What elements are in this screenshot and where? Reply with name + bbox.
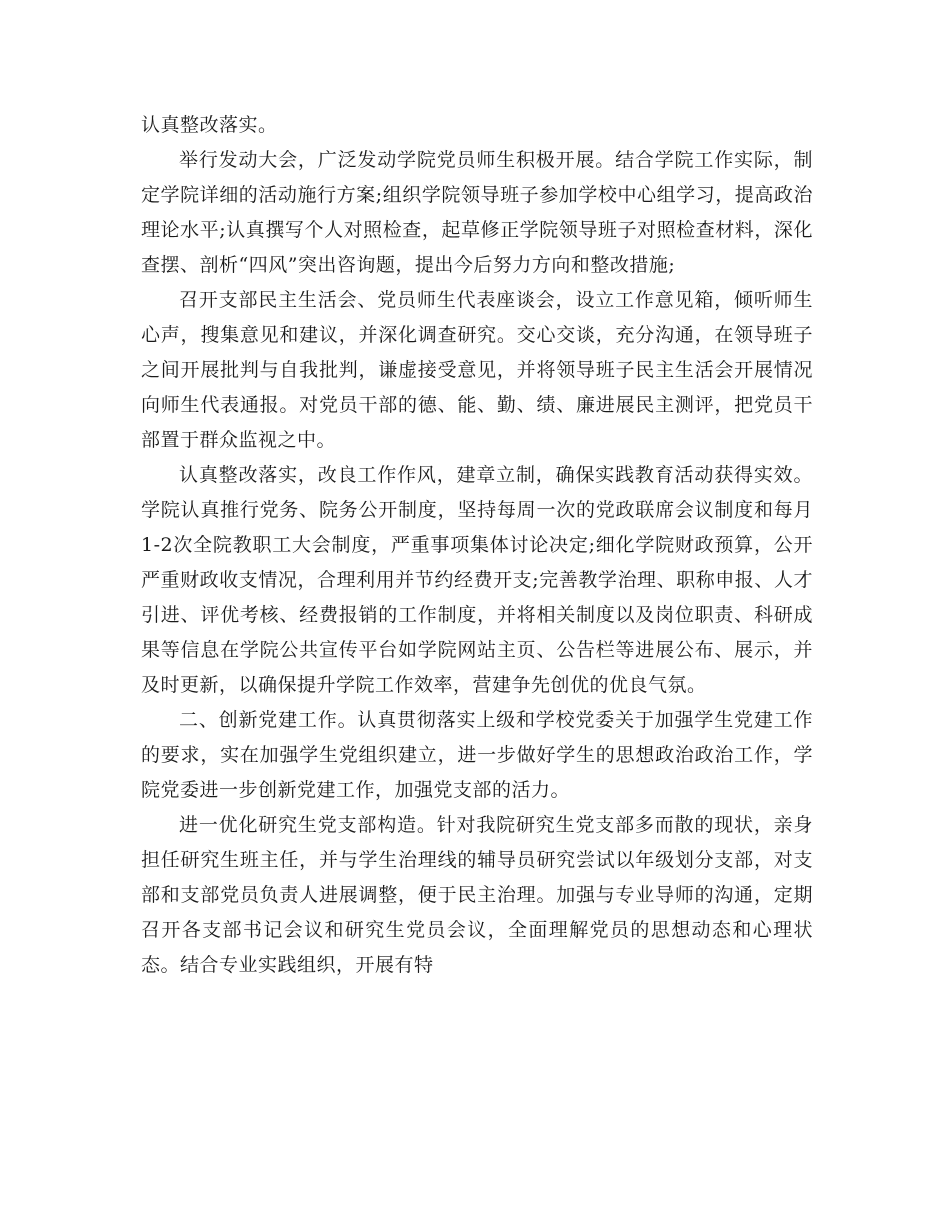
paragraph-mobilization: 举行发动大会，广泛发动学院党员师生积极开展。结合学院工作实际，制定学院详细的活动施行方案;组织学院领导班子参加学校中心组学习，提高政治理论水平;认真撰写个人对照检查，起草修正学院领导班子对照检查材料，深化查摆、剖析“四风”突出咨询题，提出今后努力方向和整改措施;	[141, 149, 813, 276]
paragraph-continuation: 认真整改落实。	[141, 114, 278, 136]
paragraph-rectification: 认真整改落实，改良工作作风，建章立制，确保实践教育活动获得实效。学院认真推行党务、院务公开制度，坚持每周一次的党政联席会议制度和每月1-2次全院教职工大会制度，严重事项集体讨论决定;细化学院财政预算，公开严重财政收支情况，合理利用并节约经费开支;完善教学治理、职称申报、人才引进、评优考核、经费报销的工作制度，并将相关制度以及岗位职责、科研成果等信息在学院公共宣传平台如学院网站主页、公告栏等进展公布、展示，并及时更新，以确保提升学院工作效率，营建争先创优的优良气氛。	[141, 464, 813, 696]
paragraph-branch-structure: 进一优化研究生党支部构造。针对我院研究生党支部多而散的现状，亲身担任研究生班主任，并与学生治理线的辅导员研究尝试以年级划分支部，对支部和支部党员负责人进展调整，便于民主治理。加强与专业导师的沟通，定期召开各支部书记会议和研究生党员会议，全面理解党员的思想动态和心理状态。结合专业实践组织，开展有特	[141, 814, 813, 976]
paragraph-party-building: 二、创新党建工作。认真贯彻落实上级和学校党委关于加强学生党建工作的要求，实在加强学生党组织建立，进一步做好学生的思想政治政治工作，学院党委进一步创新党建工作，加强党支部的活力。	[141, 709, 813, 801]
paragraph-democratic-meeting: 召开支部民主生活会、党员师生代表座谈会，设立工作意见箱，倾听师生心声，搜集意见和建议，并深化调查研究。交心交谈，充分沟通，在领导班子之间开展批判与自我批判，谦虚接受意见，并将领导班子民主生活会开展情况向师生代表通报。对党员干部的德、能、勤、绩、廉进展民主测评，把党员干部置于群众监视之中。	[141, 289, 813, 451]
document-page	[141, 108, 813, 983]
